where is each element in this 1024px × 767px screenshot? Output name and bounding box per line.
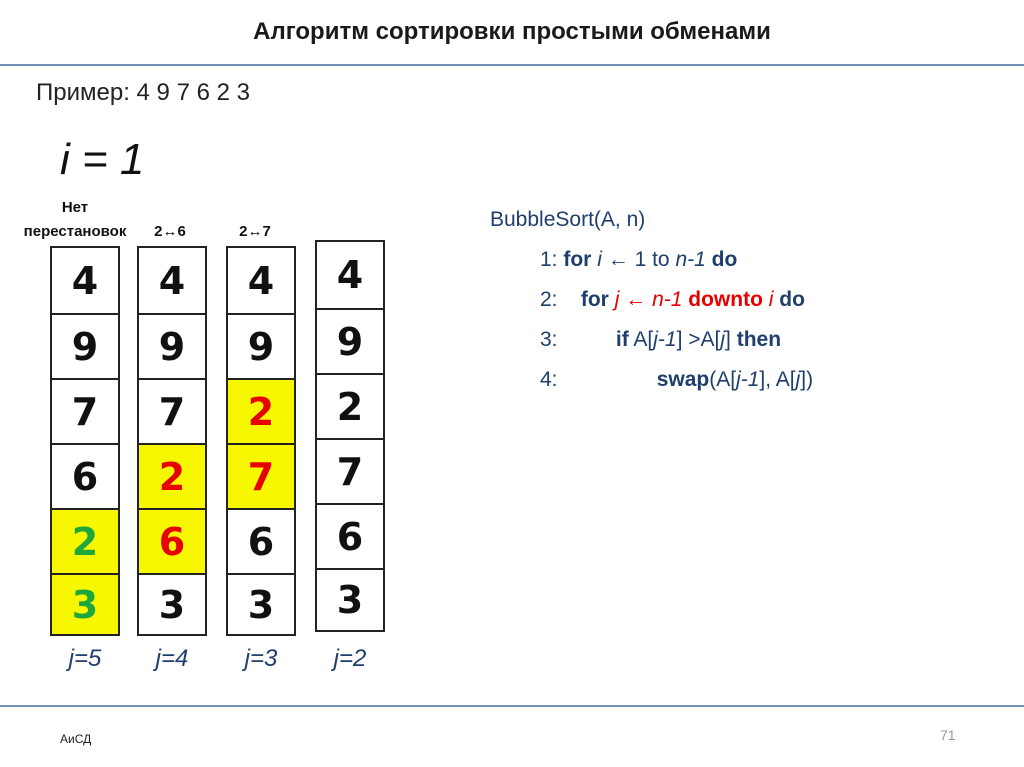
algorithm-line-1 — [540, 248, 737, 272]
line-number: 1: — [540, 248, 558, 271]
array-cell: 4 — [158, 258, 186, 303]
array-cell-compared: 2 — [52, 508, 118, 573]
array-cell-swapped: 6 — [139, 508, 205, 573]
expr-part: ], A[ — [759, 368, 796, 391]
array-cell-swapped: 2 — [228, 378, 294, 443]
keyword-do: do — [711, 248, 738, 271]
array-cell: 9 — [317, 308, 383, 373]
line-number: 2: — [540, 288, 558, 311]
array-cell: 3 — [228, 573, 294, 634]
algorithm-line-4 — [540, 368, 813, 392]
course-label: АиСД — [60, 732, 92, 746]
array-cell: 4 — [247, 258, 275, 303]
algorithm-line-2 — [540, 288, 805, 312]
algorithm-header: BubbleSort(A, n) — [490, 208, 646, 231]
array-cell-swapped: 7 — [228, 443, 294, 508]
expr-part: ]) — [800, 368, 814, 391]
array-cell: 3 — [317, 568, 383, 630]
array-cell: 4 — [71, 258, 99, 303]
range-end: n-1 — [675, 248, 706, 271]
expr-index: j-1 — [736, 368, 760, 391]
column-header-1-line1: Нет — [61, 199, 89, 216]
j-label: j=3 — [244, 645, 278, 672]
expr-part: (A[ — [709, 368, 737, 391]
array-cell: 6 — [52, 443, 118, 508]
array-cell: 6 — [317, 503, 383, 568]
expr-index: j — [795, 368, 801, 391]
array-cell: 9 — [139, 313, 205, 378]
line-number: 4: — [540, 368, 558, 391]
assign-arrow: ← — [625, 288, 647, 311]
var-i: i — [597, 248, 602, 271]
var-j: j — [614, 288, 620, 311]
array-cell: 7 — [317, 438, 383, 503]
line-number: 3: — [540, 328, 558, 351]
array-column-3 — [226, 246, 296, 636]
j-label: j=4 — [155, 645, 189, 672]
expr-index: j-1 — [653, 328, 677, 351]
range-start: 1 to — [634, 248, 670, 271]
array-column-2 — [137, 246, 207, 636]
bottom-rule — [0, 705, 1024, 707]
array-cell: 6 — [228, 508, 294, 573]
array-cell: 9 — [228, 313, 294, 378]
var-i: i — [768, 288, 774, 311]
page-number: 71 — [940, 727, 956, 743]
array-cell: 4 — [336, 253, 364, 297]
expr-part: ] — [725, 328, 731, 351]
keyword-for: for — [563, 248, 592, 271]
array-cell: 7 — [52, 378, 118, 443]
iteration-label: i = 1 — [60, 135, 145, 184]
keyword-swap: swap — [656, 368, 710, 391]
array-cell: 7 — [139, 378, 205, 443]
array-column-1 — [50, 246, 120, 636]
expr-part: A[ — [633, 328, 654, 351]
keyword-if: if — [615, 328, 629, 351]
j-label: j=5 — [68, 645, 102, 672]
column-header-3-line2: 2↔7 — [239, 223, 271, 240]
expr-index: j — [720, 328, 726, 351]
top-rule — [0, 64, 1024, 66]
array-cell: 2 — [317, 373, 383, 438]
column-header-3 — [220, 220, 290, 244]
keyword-then: then — [736, 328, 782, 351]
keyword-do: do — [779, 288, 805, 311]
example-sequence: Пример: 4 9 7 6 2 3 — [36, 79, 250, 106]
array-cell-compared: 3 — [52, 573, 118, 634]
keyword-for: for — [580, 288, 609, 311]
j-label: j=2 — [333, 645, 367, 672]
slide-title: Алгоритм сортировки простыми обменами — [253, 18, 771, 45]
assign-arrow: ← — [607, 248, 629, 271]
array-cell: 3 — [139, 573, 205, 634]
array-cell: 9 — [52, 313, 118, 378]
column-header-1-line2: перестановок — [23, 223, 127, 240]
array-cell-swapped: 2 — [139, 443, 205, 508]
expr-part: ] >A[ — [676, 328, 721, 351]
column-header-2 — [135, 220, 205, 244]
column-header-1 — [10, 196, 140, 244]
column-header-2-line2: 2↔6 — [154, 223, 186, 240]
array-column-4 — [315, 240, 385, 632]
algorithm-line-3 — [540, 328, 781, 352]
range-start: n-1 — [652, 288, 683, 311]
keyword-downto: downto — [688, 288, 763, 311]
